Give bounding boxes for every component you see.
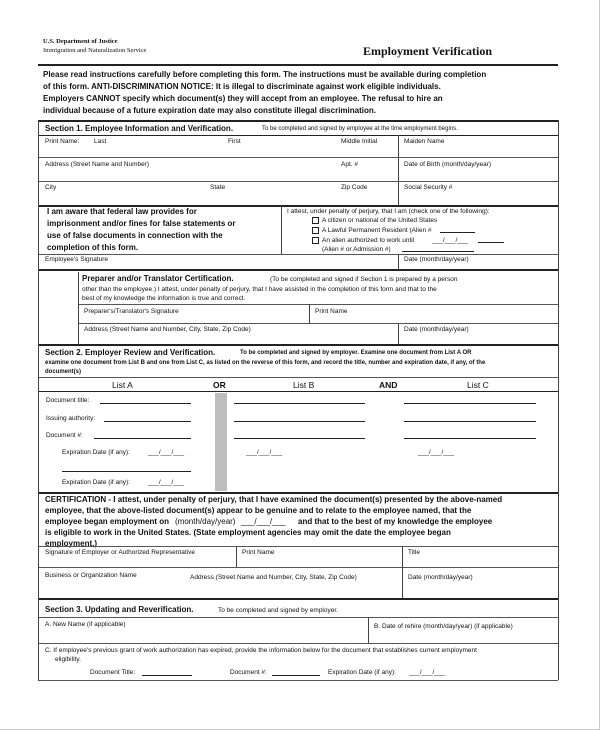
section3-exp-label: Expiration Date (if any): — [328, 669, 396, 676]
employer-signature-label: Signature of Employer or Authorized Representative — [45, 549, 195, 556]
section3-heading: Section 3. Updating and Reverification. — [45, 605, 194, 614]
list-a-doc-title-label: Document title: — [46, 397, 90, 404]
cert-text-rule — [38, 546, 558, 547]
preparer-note-rule — [78, 304, 558, 305]
list-a-exp-date-2[interactable]: ___/___/___ — [148, 479, 185, 486]
section1-heading: Section 1. Employee Information and Verification. — [45, 124, 234, 133]
section3-c-line-1: C. If employee's previous grant of work authorization has expired, provide the information below for the document that establishes current employment — [45, 647, 477, 654]
section3-doc-number-field[interactable] — [272, 670, 320, 676]
attest-divider — [281, 205, 282, 255]
preparer-sig-rule — [78, 323, 558, 324]
list-a-header: List A — [112, 380, 133, 390]
list-a-exp-date-1[interactable]: ___/___/___ — [148, 449, 185, 456]
section3-c-rule — [38, 680, 558, 681]
section2-top-rule — [38, 344, 558, 346]
last-name-label: Last — [94, 138, 107, 145]
alien-until-date[interactable]: ___/___/___ — [432, 237, 469, 244]
preparer-date-label: Date (month/day/year) — [404, 326, 469, 333]
first-name-label: First — [228, 138, 241, 145]
list-b-issuing-field[interactable] — [234, 416, 365, 422]
middle-initial-label: Middle Initial — [341, 138, 378, 145]
employer-sig-divider — [236, 546, 237, 567]
instructions-line-2: of this form. ANTI-DISCRIMINATION NOTICE: It is illegal to discriminate against work eligible individuals. — [43, 82, 441, 91]
employer-sig-rule — [38, 567, 558, 568]
instructions-line-3: Employers CANNOT specify which document(s) they will accept from an employee. The refusal to hire an — [43, 94, 443, 103]
aware-line-1: I am aware that federal law provides for — [47, 207, 197, 216]
print-name-label: Print Name: — [45, 138, 80, 145]
address-row-rule — [38, 181, 558, 182]
lists-bottom-rule — [38, 492, 558, 494]
list-b-doc-title-field[interactable] — [234, 398, 365, 404]
list-header-rule — [38, 391, 558, 392]
rehire-divider — [368, 617, 369, 643]
dob-label: Date of Birth (month/day/year) — [404, 161, 492, 168]
cert-line-2: employee, that the above-listed document(s) appear to be genuine and to relate to the employee named, that the — [45, 506, 472, 515]
attest-text: I attest, under penalty of perjury, that I am (check one of the following): — [287, 208, 490, 215]
list-a-exp-label-1: Expiration Date (if any): — [62, 449, 130, 456]
employer-title-divider — [402, 546, 403, 567]
zip-label: Zip Code — [341, 184, 368, 191]
apt-label: Apt. # — [341, 161, 358, 168]
list-a-doc-number-label: Document #: — [46, 432, 83, 439]
name-row-rule — [38, 157, 558, 158]
preparer-heading: Preparer and/or Translator Certification. — [82, 274, 234, 283]
employment-start-date[interactable]: ___/___/___ — [241, 517, 286, 526]
cert-line-4: is eligible to work in the United States. (State employment agencies may omit the date the employee began — [45, 528, 451, 537]
instructions-line-4: individual because of a future expiration date may also constitute illegal discrimination. — [43, 106, 376, 115]
section3-doc-title-label: Document Title: — [90, 669, 136, 676]
preparer-signature-label: Preparer's/Translator's Signature — [84, 308, 179, 315]
list-c-header: List C — [467, 380, 489, 390]
aware-line-2: imprisonment and/or fines for false statements or — [47, 219, 236, 228]
agency-name: U.S. Department of Justice — [43, 38, 118, 45]
rehire-label: B. Date of rehire (month/day/year) (if applicable) — [374, 623, 513, 630]
list-c-doc-number-field[interactable] — [404, 433, 536, 439]
new-name-label: A. New Name (if applicable) — [45, 621, 126, 628]
section1-right-divider — [398, 135, 399, 207]
citizen-checkbox[interactable] — [312, 217, 319, 224]
business-date-label: Date (month/day/year) — [408, 574, 473, 581]
maiden-name-label: Maiden Name — [404, 138, 445, 145]
city-label: City — [45, 184, 57, 191]
preparer-address-label: Address (Street Name and Number, City, State, Zip Code) — [84, 326, 251, 333]
employee-signature-label: Employee's Signature — [45, 256, 109, 263]
preparer-date-divider — [398, 323, 399, 344]
preparer-note-1: (To be completed and signed if Section 1 is prepared by a person — [270, 276, 458, 283]
ssn-label: Social Security # — [404, 184, 453, 191]
list-c-exp-date[interactable]: ___/___/___ — [418, 449, 455, 456]
admission-number-field[interactable] — [402, 246, 474, 252]
preparer-print-name-label: Print Name — [315, 308, 348, 315]
cert-bottom-rule — [38, 598, 558, 600]
alien-number-field[interactable] — [440, 227, 475, 233]
section2-note-2: examine one document from List B and one from List C, as listed on the reverse of this form, and record the title, number and expiration date, if any, of the — [45, 360, 486, 366]
list-a-issuing-field[interactable] — [104, 416, 191, 422]
list-c-issuing-field[interactable] — [404, 416, 536, 422]
employer-title-label: Title — [408, 549, 421, 556]
section2-note-3: document(s) — [45, 369, 81, 375]
section1-heading-rule — [38, 135, 558, 136]
section1-top-rule — [38, 120, 558, 122]
and-label: AND — [379, 380, 398, 390]
state-label: State — [210, 184, 226, 191]
lpr-label: A Lawful Permanent Resident (Alien # — [322, 227, 432, 234]
list-a-issuing-label: Issuing authority: — [46, 415, 96, 422]
list-a-doc-number-field-2[interactable] — [62, 466, 191, 472]
preparer-sig-divider — [309, 304, 310, 324]
form-right-border — [558, 120, 559, 680]
section3-c-line-2: eligibility. — [55, 656, 81, 663]
form-title: Employment Verification — [363, 44, 492, 58]
cert-line-1: CERTIFICATION - I attest, under penalty of perjury, that I have examined the document(s) presented by the above-named — [45, 495, 503, 504]
instructions-line-1: Please read instructions carefully before completing this form. The instructions must be available during completion — [43, 70, 487, 79]
list-b-doc-number-field[interactable] — [234, 433, 365, 439]
attest-row-rule — [38, 254, 558, 255]
section3-doc-title-field[interactable] — [142, 670, 192, 676]
alien-label: An alien authorized to work until — [322, 237, 415, 244]
header-divider — [38, 64, 558, 66]
employee-date-label: Date (month/day/year) — [404, 256, 469, 263]
cert-line-5: employment.) — [45, 539, 98, 548]
preparer-note-3: best of my knowledge the information is true and correct. — [82, 295, 246, 302]
section3-doc-number-label: Document #: — [230, 669, 267, 676]
alien-admission-label: (Alien # or Admission #) — [322, 246, 391, 253]
list-b-header: List B — [293, 380, 315, 390]
preparer-note-2: other than the employee.) I attest, under penalty of perjury, that I have assisted in the completion of this form and that to the — [82, 286, 437, 293]
section3-heading-rule — [38, 617, 558, 618]
section2-note-1: To be completed and signed by employer. Examine one document from List A OR — [240, 350, 472, 356]
list-b-exp-date[interactable]: ___/___/___ — [246, 449, 283, 456]
list-separator-bar — [215, 393, 227, 491]
list-a-exp-label-2: Expiration Date (if any): — [62, 479, 130, 486]
employer-print-name-label: Print Name — [242, 549, 275, 556]
section2-heading: Section 2. Employer Review and Verification. — [45, 348, 216, 357]
business-address-label: Address (Street Name and Number, City, State, Zip Code) — [190, 574, 357, 581]
section2-note-rule — [38, 377, 558, 378]
section1-note: To be completed and signed by employee at the time employment begins. — [262, 126, 458, 132]
service-name: Immigration and Naturalization Service — [43, 47, 147, 54]
sig-date-divider — [398, 254, 399, 270]
employee-sig-rule — [38, 269, 558, 271]
cert-line-3c: and that to the best of my knowledge the employee — [298, 517, 493, 526]
list-c-doc-title-field[interactable] — [404, 398, 536, 404]
section3-exp-date[interactable]: ___/___/___ — [409, 669, 446, 676]
cert-line-3a: employee began employment on — [45, 517, 170, 526]
list-a-doc-title-field[interactable] — [100, 398, 191, 404]
or-label: OR — [213, 380, 226, 390]
lpr-checkbox[interactable] — [312, 227, 319, 234]
list-a-doc-number-field[interactable] — [94, 433, 191, 439]
section3-note: To be completed and signed by employer. — [218, 607, 338, 614]
citizen-label: A citizen or national of the United States — [322, 217, 438, 224]
alien-checkbox[interactable] — [312, 237, 319, 244]
business-name-label: Business or Organization Name — [45, 572, 137, 579]
aware-line-4: completion of this form. — [47, 243, 139, 252]
business-date-divider — [402, 567, 403, 599]
alien-until-field[interactable] — [478, 237, 504, 243]
preparer-left-border — [78, 272, 79, 344]
aware-line-3: use of false documents in connection with the — [47, 231, 223, 240]
cert-line-3b: (month/day/year) — [175, 517, 236, 526]
address-label: Address (Street Name and Number) — [45, 161, 150, 168]
form-left-border — [38, 120, 39, 680]
new-name-rule — [38, 643, 558, 644]
